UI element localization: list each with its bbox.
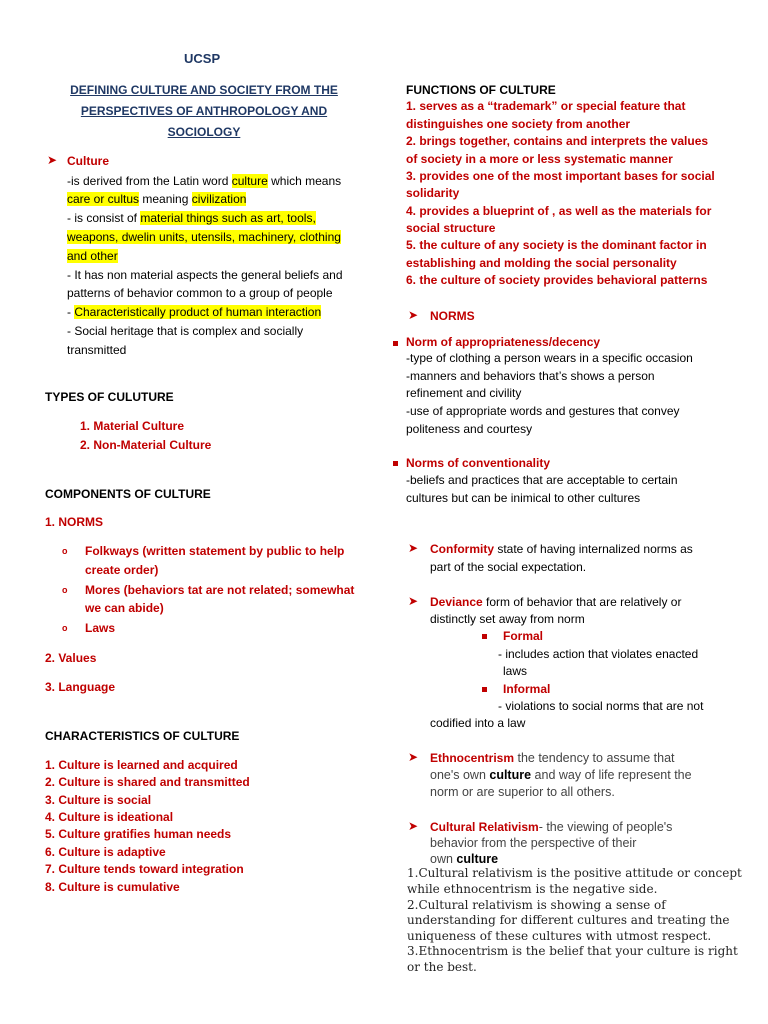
characteristic-item: 7. Culture tends toward integration <box>45 862 244 876</box>
norms-heading: NORMS <box>430 309 475 323</box>
functions-line: 6. the culture of society provides behavioral patterns <box>406 273 708 287</box>
deviance-formal-label: Formal <box>503 629 544 643</box>
components-sub-line: create order) <box>85 563 159 577</box>
culture-line-5: and other <box>67 249 118 263</box>
deviance-formal-line-1: - includes action that violates enacted <box>498 647 699 661</box>
page-title: UCSP <box>184 51 221 66</box>
square-bullet-icon <box>482 687 487 692</box>
square-bullet-icon <box>393 461 398 466</box>
appropriateness-label: Norm of appropriateness/decency <box>406 335 601 349</box>
components-sub-line: we can abide) <box>85 601 164 615</box>
conventionality-line: cultures but can be inimical to other cultures <box>406 491 641 505</box>
arrow-bullet-icon: ➤ <box>408 819 419 833</box>
conformity-line-2: part of the social expectation. <box>430 560 587 574</box>
heading-line-1: DEFINING CULTURE AND SOCIETY FROM THE <box>70 83 338 97</box>
relativism-note: 1.Cultural relativism is the positive attitude or concept <box>407 866 742 880</box>
functions-line: 3. provides one of the most important bases for social <box>406 169 715 183</box>
relativism-line-2: behavior from the perspective of their <box>430 836 637 850</box>
functions-line: 5. the culture of any society is the dominant factor in <box>406 238 707 252</box>
functions-line: social structure <box>406 221 496 235</box>
arrow-bullet-icon: ➤ <box>408 541 419 555</box>
functions-line: 1. serves as a “trademark” or special feature that <box>406 99 686 113</box>
components-sub-line: Laws <box>85 621 116 635</box>
culture-line-3: - is consist of material things such as art, tools, <box>67 211 316 225</box>
relativism-line-3: own culture <box>430 852 499 866</box>
heading-line-2: PERSPECTIVES OF ANTHROPOLOGY AND <box>80 104 328 118</box>
culture-line-6: - It has non material aspects the general beliefs and <box>67 268 343 282</box>
functions-line: of society in a more or less systematic manner <box>406 152 673 166</box>
components-norms: 1. NORMS <box>45 515 104 529</box>
components-sub-line: Folkways (written statement by public to help <box>85 544 345 558</box>
deviance-line-1: Deviance form of behavior that are relatively or <box>430 595 682 609</box>
deviance-formal-line-2: laws <box>503 664 528 678</box>
relativism-line-1: Cultural Relativism- the viewing of people's <box>430 820 673 834</box>
relativism-note: 3.Ethnocentrism is the belief that your culture is right <box>407 944 738 958</box>
culture-line-10: transmitted <box>67 343 127 357</box>
arrow-bullet-icon: ➤ <box>47 153 58 167</box>
deviance-line-2: distinctly set away from norm <box>430 612 585 626</box>
functions-line: 4. provides a blueprint of , as well as the materials for <box>406 204 712 218</box>
relativism-note: 2.Cultural relativism is showing a sense of <box>407 898 666 912</box>
conventionality-label: Norms of conventionality <box>406 456 551 470</box>
types-item: 2. Non-Material Culture <box>80 438 212 452</box>
circle-bullet-icon: o <box>62 623 68 633</box>
relativism-note: or the best. <box>407 960 477 974</box>
culture-line-4: weapons, dwelin units, utensils, machinery, clothing <box>67 230 341 244</box>
relativism-note: uniqueness of these cultures with utmost respect. <box>407 929 712 943</box>
ethnocentrism-line-2: one's own culture and way of life represent the <box>430 768 692 782</box>
appropriateness-line: -use of appropriate words and gestures that convey <box>406 404 680 418</box>
functions-heading: FUNCTIONS OF CULTURE <box>406 83 556 97</box>
conformity-line-1: Conformity state of having internalized norms as <box>430 542 693 556</box>
relativism-note: understanding for different cultures and treating the <box>407 913 730 927</box>
deviance-informal-label: Informal <box>503 682 551 696</box>
deviance-informal-line-1: - violations to social norms that are not <box>498 699 704 713</box>
circle-bullet-icon: o <box>62 546 68 556</box>
square-bullet-icon <box>482 634 487 639</box>
characteristic-item: 2. Culture is shared and transmitted <box>45 775 250 789</box>
square-bullet-icon <box>393 341 398 346</box>
characteristics-heading: CHARACTERISTICS OF CULTURE <box>45 729 240 743</box>
deviance-informal-line-2: codified into a law <box>430 716 526 730</box>
functions-line: establishing and molding the social personality <box>406 256 677 270</box>
arrow-bullet-icon: ➤ <box>408 308 419 322</box>
characteristic-item: 5. Culture gratifies human needs <box>45 827 232 841</box>
appropriateness-line: -manners and behaviors that’s shows a person <box>406 369 655 383</box>
conventionality-line: -beliefs and practices that are acceptable to certain <box>406 473 678 487</box>
appropriateness-line: -type of clothing a person wears in a specific occasion <box>406 351 693 365</box>
functions-line: 2. brings together, contains and interprets the values <box>406 134 709 148</box>
heading-line-3: SOCIOLOGY <box>167 125 241 139</box>
arrow-bullet-icon: ➤ <box>408 594 419 608</box>
characteristic-item: 6. Culture is adaptive <box>45 845 166 859</box>
characteristic-item: 8. Culture is cumulative <box>45 880 180 894</box>
culture-line-2: care or cultus meaning civilization <box>67 192 247 206</box>
types-heading: TYPES OF CULUTURE <box>45 390 174 404</box>
culture-line-1: -is derived from the Latin word culture which means <box>67 174 342 188</box>
components-language: 3. Language <box>45 680 116 694</box>
components-sub-line: Mores (behaviors tat are not related; somewhat <box>85 583 355 597</box>
components-heading: COMPONENTS OF CULTURE <box>45 487 211 501</box>
functions-line: distinguishes one society from another <box>406 117 631 131</box>
components-values: 2. Values <box>45 651 97 665</box>
characteristic-item: 1. Culture is learned and acquired <box>45 758 238 772</box>
culture-label: Culture <box>67 154 109 168</box>
characteristic-item: 4. Culture is ideational <box>45 810 174 824</box>
appropriateness-line: refinement and civility <box>406 386 522 400</box>
characteristic-item: 3. Culture is social <box>45 793 152 807</box>
ethnocentrism-line-3: norm or are superior to all others. <box>430 785 615 799</box>
ethnocentrism-line-1: Ethnocentrism the tendency to assume that <box>430 751 675 765</box>
culture-line-8: - Characteristically product of human interaction <box>67 305 322 319</box>
culture-line-9: - Social heritage that is complex and socially <box>67 324 304 338</box>
types-item: 1. Material Culture <box>80 419 185 433</box>
relativism-note: while ethnocentrism is the negative side. <box>407 882 658 896</box>
circle-bullet-icon: o <box>62 585 68 595</box>
appropriateness-line: politeness and courtesy <box>406 422 533 436</box>
functions-line: solidarity <box>406 186 460 200</box>
culture-line-7: patterns of behavior common to a group of people <box>67 286 333 300</box>
arrow-bullet-icon: ➤ <box>408 750 419 764</box>
